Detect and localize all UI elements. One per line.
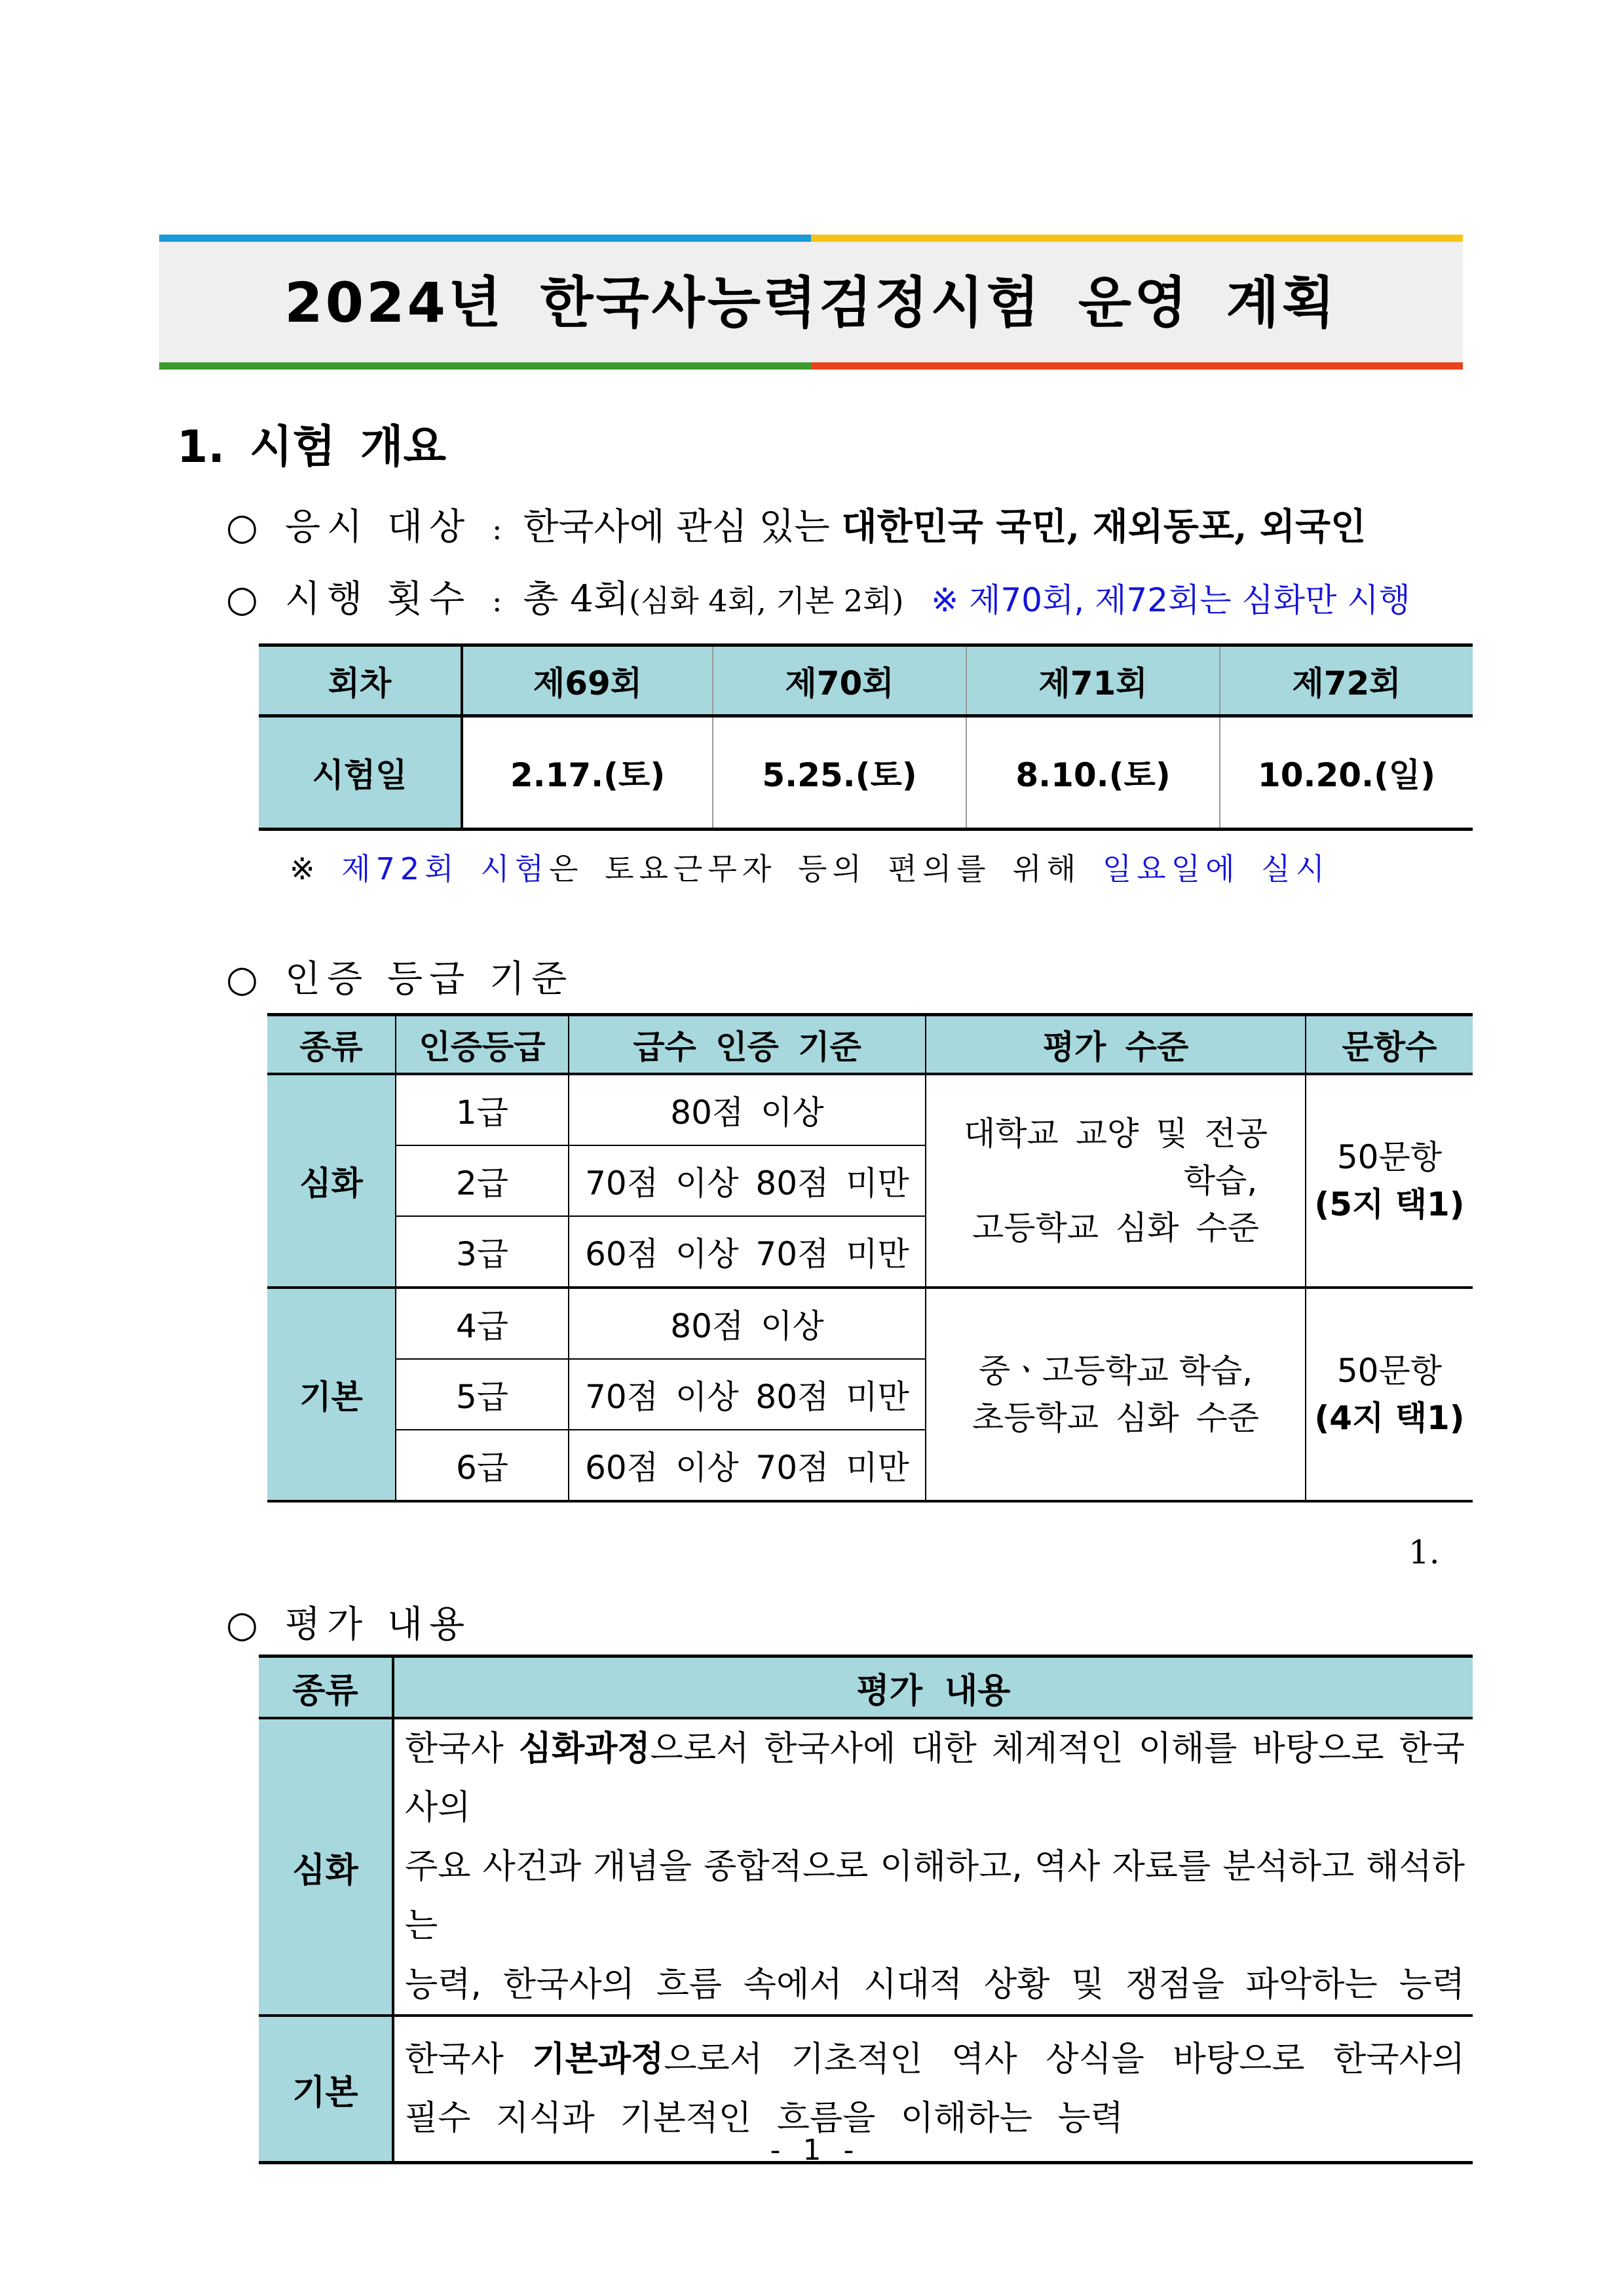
content-section-heading (226, 1596, 471, 1648)
grade-section-heading (226, 950, 573, 1003)
level-line: 학습, (1183, 1162, 1258, 1200)
schedule-date-cell: 8.10.(토) (966, 716, 1220, 830)
level-cell-advanced (926, 1074, 1306, 1288)
level-line: 초등학교 심화 수준 (972, 1399, 1260, 1437)
count-detail: (심화 4회, 기본 2회) (628, 583, 904, 619)
content-header-cell: 평가 내용 (393, 1656, 1473, 1719)
grade-cell: 6급 (396, 1430, 569, 1501)
right-number: 1. (1408, 1533, 1440, 1571)
schedule-note (290, 845, 1330, 889)
schedule-date-row (259, 716, 1473, 830)
schedule-date-cell: 10.20.(일) (1220, 716, 1473, 830)
schedule-header-row (259, 645, 1473, 716)
target-text-bold: 대한민국 국민, 재외동포, 외국인 (841, 505, 1367, 548)
criterion-cell: 60점 이상 70점 미만 (569, 1216, 926, 1288)
bullet-circle: ○ (226, 958, 258, 1001)
criterion-cell: 70점 이상 80점 미만 (569, 1359, 926, 1430)
count-label: 시행 횟수 (285, 578, 472, 621)
grade-cell: 5급 (396, 1359, 569, 1430)
items-line: 50문항 (1336, 1138, 1443, 1176)
criterion-cell: 80점 이상 (569, 1288, 926, 1359)
target-text: 한국사에 관심 있는 (523, 506, 830, 548)
grade-header-row (267, 1015, 1473, 1075)
grade-type-basic: 기본 (267, 1288, 396, 1501)
content-line: 능력, 한국사의 흐름 속에서 시대적 상황 및 쟁점을 파악하는 능력 (405, 1965, 1465, 2004)
text-run-bold: 심화과정 (518, 1729, 651, 1769)
grade-cell: 3급 (396, 1216, 569, 1288)
grade-table (267, 1013, 1473, 1502)
text-run: 한국사 (405, 2040, 533, 2079)
title-bar-bottom-right (811, 362, 1463, 370)
target-line (226, 498, 1366, 550)
schedule-date-cell: 5.25.(토) (713, 716, 966, 830)
items-line: (5지 택1) (1314, 1185, 1465, 1223)
level-line: 대학교 교양 및 전공 (963, 1115, 1268, 1153)
grade-cell: 2급 (396, 1145, 569, 1216)
schedule-table (259, 643, 1473, 831)
content-header-cell: 종류 (259, 1656, 393, 1719)
content-header-row (259, 1656, 1473, 1719)
schedule-header-cell: 회차 (259, 645, 462, 716)
grade-header-cell: 급수 인증 기준 (569, 1015, 926, 1075)
note-sunday: 일요일에 실시 (1102, 851, 1331, 887)
bullet-circle: ○ (226, 578, 258, 621)
schedule-header-cell: 제72회 (1220, 645, 1473, 716)
count-note: ※ 제70회, 제72회는 심화만 시행 (931, 581, 1410, 619)
criterion-cell: 70점 이상 80점 미만 (569, 1145, 926, 1216)
grade-header-cell: 인증등급 (396, 1015, 569, 1075)
grade-header-cell: 문항수 (1306, 1015, 1473, 1075)
note-middle: 은 토요근무자 등의 편의를 위해 (549, 851, 1082, 887)
level-cell-basic (926, 1288, 1306, 1501)
count-colon: : (492, 583, 502, 619)
schedule-header-cell: 제69회 (462, 645, 713, 716)
items-line: (4지 택1) (1314, 1399, 1465, 1437)
count-line (226, 570, 1410, 622)
grade-section-label: 인증 등급 기준 (285, 958, 574, 1001)
title-bar-top-right (811, 235, 1463, 242)
content-line: 주요 사건과 개념을 종합적으로 이해하고, 역사 자료를 분석하고 해석하는 (405, 1847, 1465, 1945)
grade-cell: 4급 (396, 1288, 569, 1359)
title-bar-top-left (159, 235, 811, 242)
bullet-circle: ○ (226, 506, 258, 548)
content-line (405, 2030, 1465, 2089)
table-row (267, 1288, 1473, 1359)
count-total: 총 4회 (523, 578, 629, 621)
text-run-bold: 기본과정 (532, 2040, 664, 2079)
table-row (259, 1718, 1473, 2016)
grade-type-advanced: 심화 (267, 1074, 396, 1288)
criterion-cell: 80점 이상 (569, 1074, 926, 1145)
items-cell-advanced (1306, 1074, 1473, 1288)
title-bar-bottom-left (159, 362, 811, 370)
content-section-label: 평가 내용 (285, 1603, 472, 1646)
text-run: 으로서 기초적인 역사 상식을 바탕으로 한국사의 (664, 2040, 1465, 2079)
target-colon: : (492, 511, 502, 546)
table-row (267, 1074, 1473, 1145)
text-run: 한국사 (405, 1729, 519, 1769)
section-heading-overview: 1. 시험 개요 (177, 421, 447, 473)
note-exam: 제72회 시험 (341, 851, 550, 887)
content-line (405, 1719, 1465, 1837)
items-line: 50문항 (1336, 1352, 1443, 1390)
document-title: 2024년 한국사능력검정시험 운영 계획 (284, 271, 1338, 335)
content-type-basic: 기본 (259, 2016, 393, 2163)
note-mark: ※ (290, 851, 320, 887)
text-run: 으로서 한국사에 대한 체계적인 이해를 바탕으로 한국사의 (405, 1729, 1465, 1827)
grade-header-cell: 종류 (267, 1015, 396, 1075)
content-line: 필수 지식과 기본적인 흐름을 이해하는 능력 (405, 2099, 1124, 2138)
grade-cell: 1급 (396, 1074, 569, 1145)
schedule-date-cell: 2.17.(토) (462, 716, 713, 830)
criterion-cell: 60점 이상 70점 미만 (569, 1430, 926, 1501)
grade-header-cell: 평가 수준 (926, 1015, 1306, 1075)
level-line: 중ㆍ고등학교 학습, (978, 1352, 1253, 1390)
bullet-circle: ○ (226, 1603, 258, 1646)
content-type-advanced: 심화 (259, 1718, 393, 2016)
content-table (259, 1655, 1473, 2164)
schedule-header-cell: 제71회 (966, 645, 1220, 716)
schedule-row-label: 시험일 (259, 716, 462, 830)
content-text-advanced (393, 1718, 1473, 2016)
target-label: 응시 대상 (285, 506, 472, 548)
level-line: 고등학교 심화 수준 (972, 1209, 1260, 1247)
page-footer: - 1 - (770, 2133, 854, 2167)
schedule-header-cell: 제70회 (713, 645, 966, 716)
items-cell-basic (1306, 1288, 1473, 1501)
